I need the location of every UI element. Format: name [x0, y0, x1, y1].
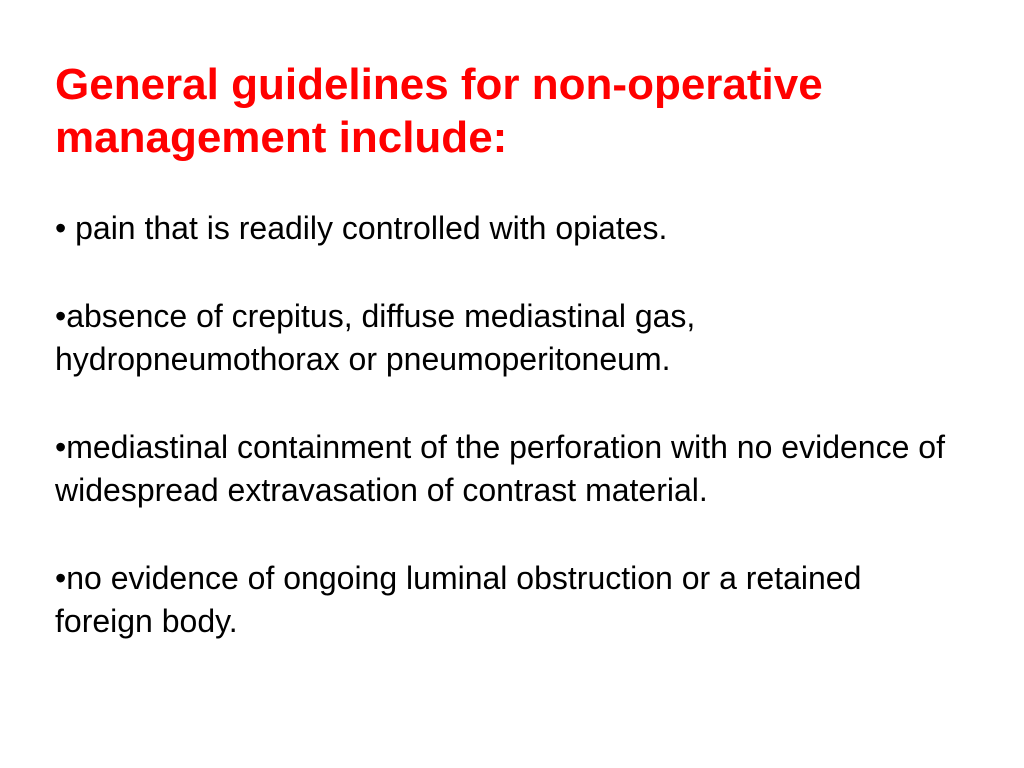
bullet-item: •mediastinal containment of the perforation with no evidence of widespread extravasation of contrast material.: [55, 428, 945, 508]
bullet-list: [55, 207, 955, 644]
slide-title: General guidelines for non-operative management include:: [55, 60, 823, 162]
bullet-item: •no evidence of ongoing luminal obstruction or a retained foreign body.: [55, 559, 862, 639]
bullet-item: • pain that is readily controlled with opiates.: [55, 210, 668, 246]
bullet-item: •absence of crepitus, diffuse mediastinal gas, hydropneumothorax or pneumoperitoneum.: [55, 297, 696, 377]
